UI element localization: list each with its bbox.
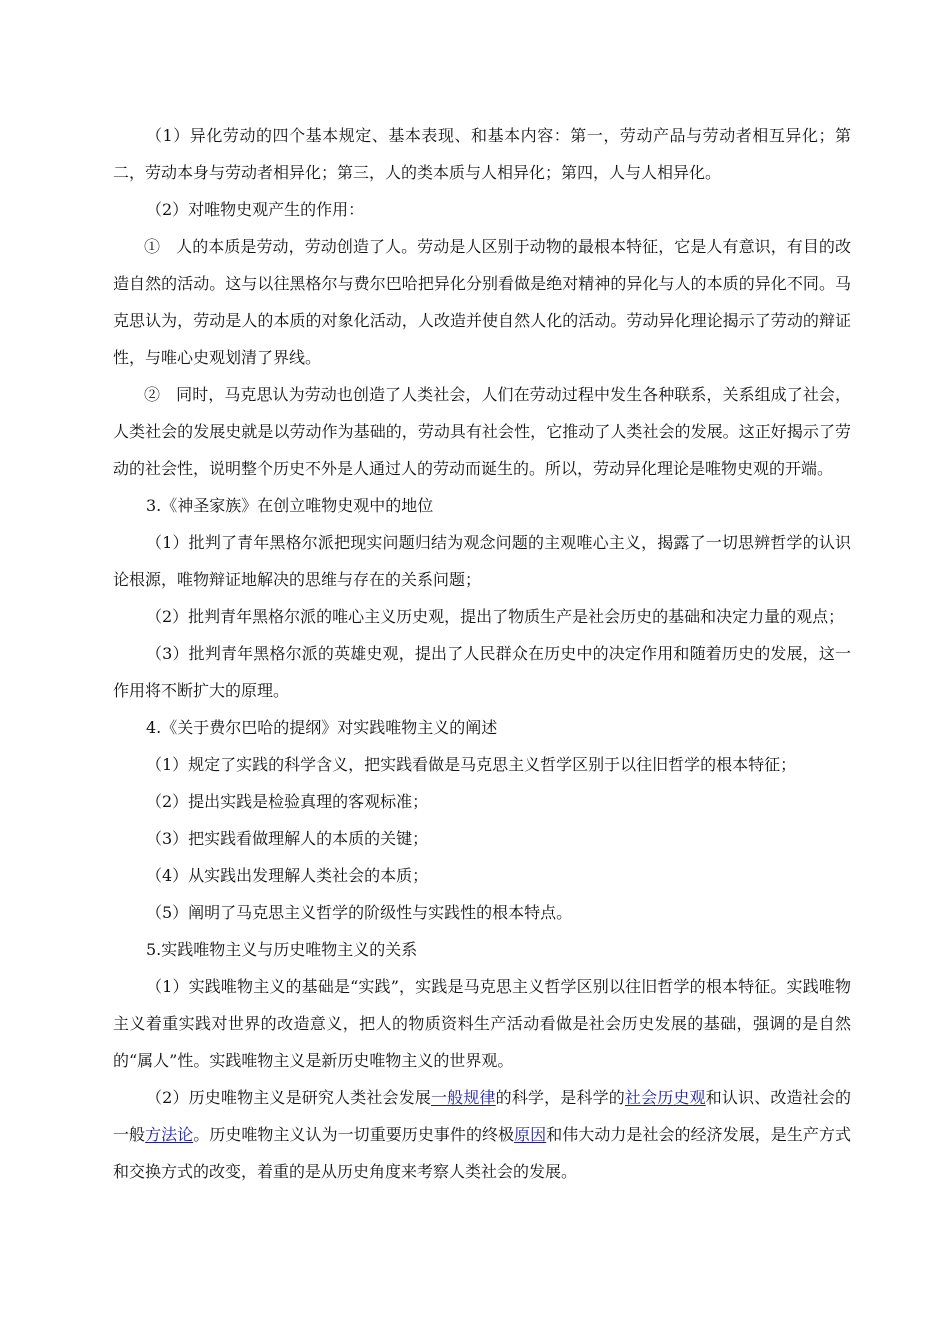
text-segment: 和认识、改造社会的一般 xyxy=(113,1088,851,1144)
text-segment: 。历史唯物主义认为一切重要历史事件的终极 xyxy=(193,1125,515,1144)
link-methodology[interactable]: 方法论 xyxy=(145,1125,194,1144)
paragraph-alienation-definitions: （1）异化劳动的四个基本规定、基本表现、和基本内容：第一，劳动产品与劳动者相互异化；第二，劳动本身与劳动者相异化；第三，人的类本质与人相异化；第四，人与人相异化。 xyxy=(113,126,851,182)
paragraph-historical-materialism xyxy=(113,1079,851,1190)
paragraph-theses-5: （5）阐明了马克思主义哲学的阶级性与实践性的根本特点。 xyxy=(146,903,573,922)
paragraph-theses-3: （3）把实践看做理解人的本质的关键； xyxy=(146,829,429,848)
paragraph-point-2: ② 同时，马克思认为劳动也创造了人类社会，人们在劳动过程中发生各种联系，关系组成了社会，人类社会的发展史就是以劳动作为基础的，劳动具有社会性，它推动了人类社会的发展。这正好揭示了劳动的社会性，说明整个历史不外是人通过人的劳动而诞生的。所以，劳动异化理论是唯物史观的开端。 xyxy=(113,385,851,478)
paragraph-theses-4: （4）从实践出发理解人类社会的本质； xyxy=(146,866,429,885)
document-body xyxy=(113,117,851,1190)
paragraph-role-heading: （2）对唯物史观产生的作用： xyxy=(146,200,365,219)
text-segment: 的科学，是科学的 xyxy=(495,1088,625,1107)
paragraph-theses-2: （2）提出实践是检验真理的客观标准； xyxy=(146,792,429,811)
paragraph-point-1: ① 人的本质是劳动，劳动创造了人。劳动是人区别于动物的最根本特征，它是人有意识，有目的改造自然的活动。这与以往黑格尔与费尔巴哈把异化分别看做是绝对精神的异化与人的本质的异化不同。马克思认为，劳动是人的本质的对象化活动，人改造并使自然人化的活动。劳动异化理论揭示了劳动的辩证性，与唯心史观划清了界线。 xyxy=(113,237,851,367)
paragraph-holy-family-2: （2）批判青年黑格尔派的唯心主义历史观，提出了物质生产是社会历史的基础和决定力量的观点； xyxy=(146,607,845,626)
link-cause[interactable]: 原因 xyxy=(514,1125,547,1144)
paragraph-holy-family-1: （1）批判了青年黑格尔派把现实问题归结为观念问题的主观唯心主义，揭露了一切思辨哲学的认识论根源，唯物辩证地解决的思维与存在的关系问题； xyxy=(113,533,851,589)
section-heading-4: 4.《关于费尔巴哈的提纲》对实践唯物主义的阐述 xyxy=(146,718,498,737)
link-general-laws[interactable]: 一般规律 xyxy=(431,1088,496,1107)
text-segment: 和伟大动力是社会的经济发展，是生产方式和交换方式的改变，着重的是从历史角度来考察人类社会的发展。 xyxy=(113,1125,851,1181)
link-social-history-view[interactable]: 社会历史观 xyxy=(624,1088,706,1107)
section-heading-3: 3.《神圣家族》在创立唯物史观中的地位 xyxy=(146,496,434,515)
paragraph-practical-materialism: （1）实践唯物主义的基础是“实践”，实践是马克思主义哲学区别以往旧哲学的根本特征。实践唯物主义着重实践对世界的改造意义，把人的物质资料生产活动看做是社会历史发展的基础，强调的是自然的“属人”性。实践唯物主义是新历史唯物主义的世界观。 xyxy=(113,977,851,1070)
text-segment: （2）历史唯物主义是研究人类社会发展 xyxy=(146,1088,432,1107)
paragraph-theses-1: （1）规定了实践的科学含义，把实践看做是马克思主义哲学区别于以往旧哲学的根本特征； xyxy=(146,755,797,774)
section-heading-5: 5.实践唯物主义与历史唯物主义的关系 xyxy=(146,940,418,959)
paragraph-holy-family-3: （3）批判青年黑格尔派的英雄史观，提出了人民群众在历史中的决定作用和随着历史的发展，这一作用将不断扩大的原理。 xyxy=(113,644,851,700)
